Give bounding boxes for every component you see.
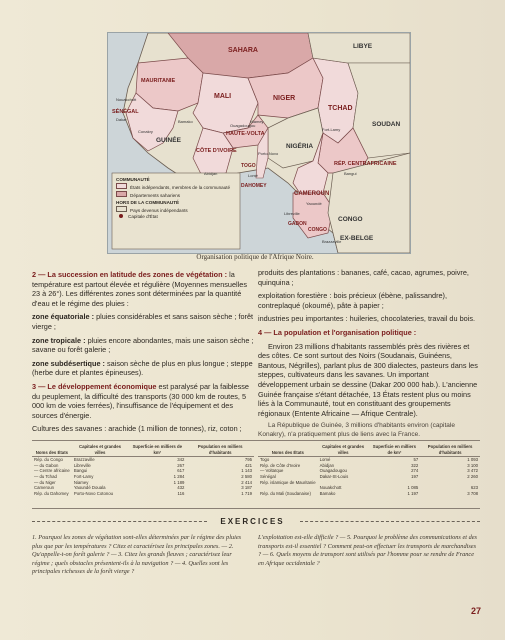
map-label-mali: MALI xyxy=(214,93,232,100)
table-cell: Abidjan xyxy=(319,462,334,468)
table-cell: Ouagadougou xyxy=(319,468,347,474)
map-city-brazzaville: Brazzaville xyxy=(322,239,342,244)
table-cell: 623 xyxy=(470,485,478,491)
map-label-cote-ivoire: CÔTE D'IVOIRE xyxy=(196,148,237,154)
map-label-guinee: GUINÉE xyxy=(156,137,181,144)
map-label-dahomey: DAHOMEY xyxy=(241,183,267,189)
table-row xyxy=(258,491,480,497)
section-2-text: la température est partout élevée et régulière (Moyennes mensuelles 23 à 26°). Les différentes zones sont déterminées par la quantité d'eau et le régime des pluies : xyxy=(32,270,247,308)
section-2-title: 2 — La succession en latitude des zones de végétation : xyxy=(32,270,228,279)
table-cell: 267 xyxy=(177,462,185,468)
table-right-header-3: Population en milliers d'habitants xyxy=(420,443,480,457)
legend-pays: Pays devenus indépendants xyxy=(130,207,188,213)
map-city-nouakchott: Nouakchott xyxy=(116,97,137,102)
table-cell: 1 284 xyxy=(173,473,185,479)
map-city-fort-lamy: Fort-Lamy xyxy=(322,127,341,132)
table-left-header-1: Capitales et grandes villes xyxy=(72,443,128,457)
table-cell: 274 xyxy=(411,468,419,474)
political-map xyxy=(107,32,411,254)
zone-3-text: saison sèche de plus en plus longue ; steppe (herbe dure et plantes épineuses). xyxy=(32,358,253,378)
table-cell: Rép. du Dahomey xyxy=(34,490,69,496)
exercices-rule-right xyxy=(300,521,480,523)
right-column xyxy=(258,268,480,444)
table-cell: 197 xyxy=(411,473,419,479)
section-4-text: Environ 23 millions d'habitants rassemblés près des rivières et des côtes. Ce sont surtout des Noirs (Soudanais, Guinéens, Bantous, Négrilles), parlant plus de 300 dialectes, pasteurs dans les steppes, cultivateurs dans les savanes. Un important développement urbain se dessine (Dakar 200 000 hab.). L'ancienne Guinée française s'étant détachée, 13 États restent plus ou moins liés à la Communauté, tout en constituant des groupements régionaux (Entente Africaine — Afrique Centrale). xyxy=(258,341,478,418)
legend-departements-swatch xyxy=(116,191,127,197)
legend-hors: HORS DE LA COMMUNAUTÉ xyxy=(116,199,180,205)
map-label-soudan: SOUDAN xyxy=(372,121,401,128)
table-cell: 3 708 xyxy=(467,490,478,496)
table-cell: — du Tchad xyxy=(34,473,57,479)
map-city-lome: Lomé xyxy=(248,173,259,178)
map-label-togo: TOGO xyxy=(241,163,256,169)
table-cell: — du Gabon xyxy=(34,462,59,468)
map-label-rep-centrafricaine: RÉP. CENTRAFRICAINE xyxy=(334,161,397,167)
map-city-abidjan: Abidjan xyxy=(204,171,218,176)
capital-dot-icon xyxy=(119,214,123,218)
map-city-porto-novo: Porto-Novo xyxy=(258,151,279,156)
table-cell: 2 260 xyxy=(467,473,478,479)
legend-capitale-row xyxy=(116,214,238,220)
map-label-libye: LIBYE xyxy=(353,43,373,50)
legend-etats: États indépendants, membres de la communauté xyxy=(130,185,231,191)
legend-departements-row xyxy=(116,191,238,199)
table-cell: Fort-Lamy xyxy=(73,473,94,479)
legend-capitale: Capitale d'État xyxy=(128,214,158,220)
table-cell: 3 187 xyxy=(241,485,252,491)
table-cell: Rép. du Mali (Soudanaise) xyxy=(260,490,311,496)
table-cell: Bangui xyxy=(73,468,88,474)
map-label-tchad: TCHAD xyxy=(328,105,353,112)
table-left-header-0: Noms des États xyxy=(32,443,72,457)
table-cell: Porto-Novo Cotonou xyxy=(73,490,113,496)
table-cell: Yaoundé Douala xyxy=(73,485,106,491)
legend-pays-row xyxy=(116,206,238,214)
table-cell: 1 189 xyxy=(173,479,185,485)
zone-1-text: pluies considérables et sans saison sèche ; forêt vierge ; xyxy=(32,312,254,331)
legend-pays-swatch xyxy=(116,206,127,212)
table-cell: 116 xyxy=(177,490,185,496)
table-cell: 342 xyxy=(177,457,185,463)
table-cell: 2 414 xyxy=(241,479,252,485)
table-cell: Rép. islamique de Mauritanie xyxy=(260,479,316,485)
map-label-congo: CONGO xyxy=(338,216,363,223)
table-cell: 2 580 xyxy=(241,473,252,479)
table-cell: 3 472 xyxy=(467,468,478,474)
legend-etats-row xyxy=(116,183,238,191)
legend-etats-swatch xyxy=(116,183,127,189)
table-cell: Rép. du Congo xyxy=(34,457,63,463)
section-4-title: 4 — La population et l'organisation politique : xyxy=(258,327,417,337)
table-top-rule xyxy=(32,440,480,441)
table-right-header-1: Capitales et grandes villes xyxy=(318,443,369,457)
exercices-right: L'exploitation est-elle difficile ? — 5. Pourquoi le problème des communications et des transports est-il essentiel ? Comment peut-on effectuer les transports de marchandises ? — 6. Quels moyens de transport sont utilisés par l'homme pour se rendre de France en Afrique occidentale ? xyxy=(258,534,477,567)
map-label-nigeria: NIGÉRIA xyxy=(286,143,314,150)
zone-2-text: pluies encore abondantes, mais une saison sèche ; savane ou forêt galerie ; xyxy=(32,335,254,355)
map-label-haute-volta: HAUTE-VOLTA xyxy=(226,131,265,137)
map-caption: Organisation politique de l'Afrique Noire. xyxy=(196,253,314,261)
map-label-sahara: SAHARA xyxy=(228,47,258,54)
exercices-title: EXERCICES xyxy=(220,517,285,526)
table-cell: 322 xyxy=(411,462,419,468)
table-bottom-rule xyxy=(32,508,480,509)
left-column xyxy=(32,270,254,438)
table-cell: 1 719 xyxy=(241,490,252,496)
zone-2-title: zone tropicale : xyxy=(32,335,86,345)
right-p2: exploitation forestière : bois précieux (ébène, palissandre), contreplaqué (okoumé), pâte à papier ; xyxy=(258,291,448,310)
table-cell: Rép. de Côte d'Ivoire xyxy=(260,462,301,468)
table-cell: Nouakchott xyxy=(319,485,342,491)
table-right-header-0: Noms des États xyxy=(258,443,318,457)
table-cell: 432 xyxy=(177,485,185,491)
table-cell: Sénégal xyxy=(260,473,276,479)
map-label-cameroun: CAMEROUN xyxy=(294,191,330,197)
map-city-libreville: Libreville xyxy=(284,211,300,216)
table-cell: — du Niger xyxy=(34,479,56,485)
map-label-niger: NIGER xyxy=(273,95,296,102)
map-label-ex-belge: EX-BELGE xyxy=(340,235,374,242)
table-cell: Lomé xyxy=(319,457,331,463)
table-cell: 57 xyxy=(413,457,419,463)
table-cell: Dakar-St-Louis xyxy=(319,473,349,479)
table-cell: Bamako xyxy=(319,490,336,496)
map-label-mauritanie: MAURITANIE xyxy=(141,78,176,84)
section-3-text-2: Cultures des savanes : arachide (1 million de tonnes), riz, coton ; xyxy=(32,424,242,434)
table-cell: 1 085 xyxy=(407,485,419,491)
map-city-ouagadougou: Ouagadougou xyxy=(230,123,256,128)
section-4-note: La République de Guinée, 3 millions d'habitants environ (capitale Konakry), n'a pratiquement plus de liens avec la France. xyxy=(258,422,455,438)
table-cell: — Centre africaine xyxy=(34,468,70,474)
map-legend xyxy=(116,177,238,220)
map-label-gabon: GABON xyxy=(288,221,307,227)
table-cell: 617 xyxy=(177,468,185,474)
section-3-text: est paralysé par la faiblesse du peuplement, la difficulté des transports (30 000 km de routes, 5 000 km de voies ferrées), l'insuffisance de l'équipement et des sources d'énergie. xyxy=(32,381,249,420)
map-city-yaounde: Yaoundé xyxy=(306,201,322,206)
table-cell: 1 143 xyxy=(241,468,252,474)
table-cell: Brazzaville xyxy=(73,457,95,463)
table-row xyxy=(32,491,254,497)
table-cell: 3 100 xyxy=(467,462,478,468)
table-cell: Niamey xyxy=(73,479,89,485)
map-label-senegal: SÉNÉGAL xyxy=(112,109,139,115)
table-left-header-2: Superficie en milliers de km² xyxy=(128,443,186,457)
legend-communaute: COMMUNAUTÉ xyxy=(116,177,150,182)
table-cell: Cameroun xyxy=(34,485,55,491)
zone-1-title: zone équatoriale : xyxy=(32,312,95,322)
table-cell: 1 093 xyxy=(467,457,478,463)
map-city-niamey: Niamey xyxy=(250,119,264,124)
map-city-dakar: Dakar xyxy=(116,117,127,122)
map-city-bamako: Bamako xyxy=(178,119,193,124)
section-3-title: 3 — Le développement économique xyxy=(32,381,157,391)
zone-3-title: zone subdésertique : xyxy=(32,358,105,368)
table-cell: Libreville xyxy=(73,462,91,468)
map-city-conakry: Conakry xyxy=(138,129,153,134)
table-cell: 795 xyxy=(244,457,252,463)
table-right-header-2: Superficie en milliers de km² xyxy=(369,443,421,457)
map-label-congo-fr: CONGO xyxy=(308,227,327,233)
legend-departements: Départements sahariens xyxy=(130,193,181,199)
table-cell: — Voltaïque xyxy=(260,468,284,474)
table-cell: 1 197 xyxy=(407,490,419,496)
right-p1: produits des plantations : bananes, café, cacao, agrumes, poivre, quinquina ; xyxy=(258,268,469,287)
right-p3: industries peu importantes : huileries, chocolateries, travail du bois. xyxy=(258,314,475,324)
exercices-left: 1. Pourquoi les zones de végétation sont-elles déterminées par le régime des pluies plus que par les températures ? Citez et caractérisez les principales zones. — 2. Qu'appelle-t-on forêt galerie ? — 3. Citez les grands fleuves ; caractérisez leur régime ; quels obstacles présentent-ils à la navigation ? — 4. Quelles sont les principales richesses de la forêt vierge ? xyxy=(32,534,242,576)
table-cell: 421 xyxy=(244,462,252,468)
states-table-left xyxy=(32,443,254,496)
table-cell: Togo xyxy=(260,457,270,463)
map-city-bangui: Bangui xyxy=(344,171,357,176)
table-left-header-3: Population en milliers d'habitants xyxy=(186,443,254,457)
page-number: 27 xyxy=(471,606,482,616)
states-table-right xyxy=(258,443,480,496)
